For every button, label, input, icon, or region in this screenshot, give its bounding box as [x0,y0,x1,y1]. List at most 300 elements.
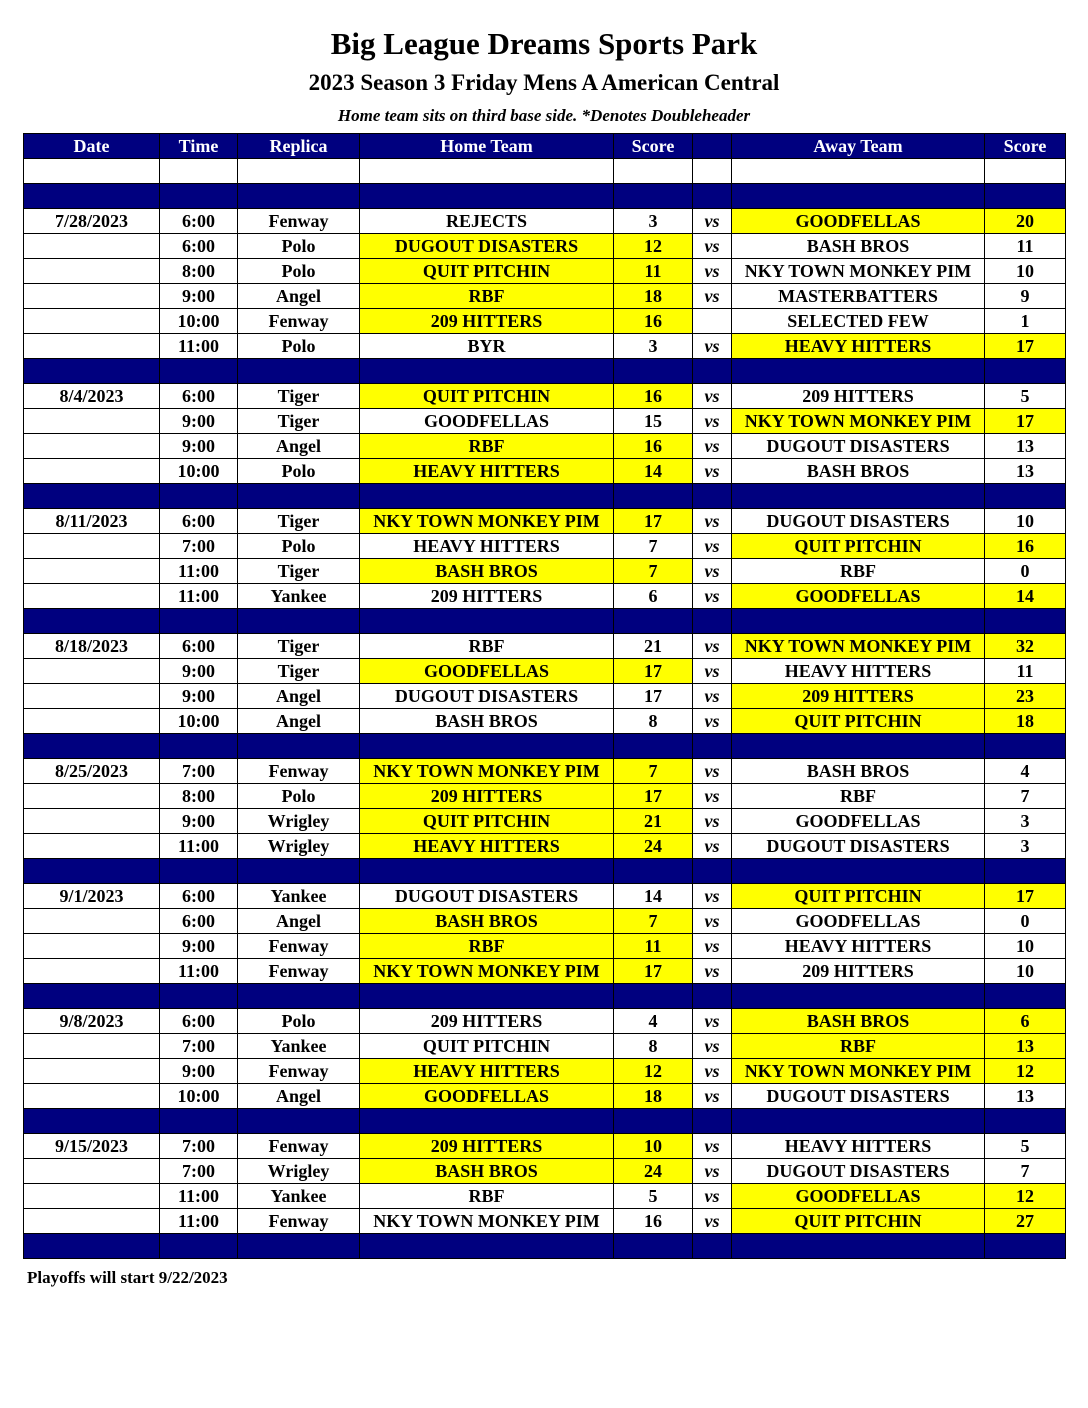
away-score: 0 [985,909,1066,934]
home-team: RBF [360,284,614,309]
home-team: RBF [360,434,614,459]
game-replica: Tiger [238,509,360,534]
vs-label: vs [693,709,732,734]
table-row [24,634,1066,659]
away-team: HEAVY HITTERS [732,659,985,684]
game-time: 11:00 [160,584,238,609]
vs-label: vs [693,659,732,684]
away-score: 10 [985,959,1066,984]
away-score: 1 [985,309,1066,334]
game-replica: Fenway [238,209,360,234]
away-team: GOODFELLAS [732,584,985,609]
col-header-away-team: Away Team [732,134,985,159]
home-team: RBF [360,1184,614,1209]
home-team: BASH BROS [360,1159,614,1184]
away-team: NKY TOWN MONKEY PIM [732,634,985,659]
game-time: 6:00 [160,634,238,659]
table-row [24,259,1066,284]
week-separator-row [24,609,1066,634]
home-score: 17 [614,659,693,684]
game-date [24,709,160,734]
game-date [24,909,160,934]
game-replica: Polo [238,234,360,259]
home-team: QUIT PITCHIN [360,259,614,284]
away-team: MASTERBATTERS [732,284,985,309]
game-date [24,834,160,859]
away-score: 10 [985,934,1066,959]
game-time: 8:00 [160,784,238,809]
away-score: 23 [985,684,1066,709]
vs-label: vs [693,834,732,859]
game-replica: Wrigley [238,834,360,859]
home-score: 6 [614,584,693,609]
game-time: 9:00 [160,659,238,684]
game-date [24,1184,160,1209]
home-team: NKY TOWN MONKEY PIM [360,1209,614,1234]
table-row [24,384,1066,409]
vs-label: vs [693,1184,732,1209]
game-date [24,259,160,284]
game-date: 8/25/2023 [24,759,160,784]
away-team: HEAVY HITTERS [732,934,985,959]
away-team: QUIT PITCHIN [732,709,985,734]
away-score: 27 [985,1209,1066,1234]
away-team: HEAVY HITTERS [732,1134,985,1159]
away-score: 0 [985,559,1066,584]
home-team: QUIT PITCHIN [360,1034,614,1059]
away-team: GOODFELLAS [732,809,985,834]
game-replica: Wrigley [238,1159,360,1184]
home-team: HEAVY HITTERS [360,834,614,859]
home-team: BASH BROS [360,909,614,934]
game-time: 11:00 [160,334,238,359]
away-team: BASH BROS [732,234,985,259]
home-team: NKY TOWN MONKEY PIM [360,959,614,984]
home-score: 18 [614,1084,693,1109]
table-row [24,234,1066,259]
col-header-home-team: Home Team [360,134,614,159]
home-team: GOODFELLAS [360,1084,614,1109]
home-score: 16 [614,434,693,459]
table-row [24,509,1066,534]
home-score: 11 [614,934,693,959]
game-date [24,1059,160,1084]
game-date [24,1209,160,1234]
game-replica: Polo [238,784,360,809]
game-date [24,234,160,259]
away-team: 209 HITTERS [732,684,985,709]
schedule-table [23,133,1066,1259]
home-team: REJECTS [360,209,614,234]
away-score: 13 [985,459,1066,484]
page-title: Big League Dreams Sports Park [330,26,758,61]
game-time: 8:00 [160,259,238,284]
away-score: 13 [985,1084,1066,1109]
table-header-row [24,134,1066,159]
game-date: 9/15/2023 [24,1134,160,1159]
home-score: 10 [614,1134,693,1159]
game-time: 7:00 [160,1159,238,1184]
game-date [24,559,160,584]
home-score: 12 [614,234,693,259]
home-team: DUGOUT DISASTERS [360,684,614,709]
game-time: 9:00 [160,284,238,309]
vs-label: vs [693,959,732,984]
home-score: 16 [614,1209,693,1234]
game-replica: Tiger [238,559,360,584]
vs-label: vs [693,934,732,959]
game-replica: Angel [238,909,360,934]
home-score: 3 [614,334,693,359]
home-score: 7 [614,559,693,584]
away-score: 17 [985,884,1066,909]
away-score: 7 [985,1159,1066,1184]
away-team: BASH BROS [732,759,985,784]
home-score: 12 [614,1059,693,1084]
vs-label: vs [693,384,732,409]
home-team: HEAVY HITTERS [360,459,614,484]
away-team: 209 HITTERS [732,384,985,409]
game-time: 11:00 [160,959,238,984]
game-replica: Fenway [238,934,360,959]
vs-label: vs [693,534,732,559]
home-team: RBF [360,634,614,659]
home-team: DUGOUT DISASTERS [360,884,614,909]
table-row [24,809,1066,834]
game-date [24,459,160,484]
vs-label: vs [693,584,732,609]
game-time: 6:00 [160,509,238,534]
away-score: 9 [985,284,1066,309]
home-team: QUIT PITCHIN [360,809,614,834]
vs-label: vs [693,1034,732,1059]
game-replica: Yankee [238,584,360,609]
game-date [24,684,160,709]
table-row [24,909,1066,934]
home-team: 209 HITTERS [360,1134,614,1159]
game-replica: Tiger [238,659,360,684]
vs-label: vs [693,1159,732,1184]
game-replica: Tiger [238,634,360,659]
vs-label: vs [693,1084,732,1109]
vs-label: vs [693,1009,732,1034]
vs-label: vs [693,409,732,434]
table-row [24,784,1066,809]
home-score: 17 [614,684,693,709]
away-score: 12 [985,1184,1066,1209]
home-score: 16 [614,384,693,409]
game-date [24,309,160,334]
table-row [24,1009,1066,1034]
away-score: 3 [985,809,1066,834]
table-row [24,534,1066,559]
vs-label: vs [693,909,732,934]
away-score: 16 [985,534,1066,559]
game-date: 7/28/2023 [24,209,160,234]
home-team: NKY TOWN MONKEY PIM [360,509,614,534]
table-row [24,434,1066,459]
col-header-replica: Replica [238,134,360,159]
week-separator-row [24,1109,1066,1134]
away-team: DUGOUT DISASTERS [732,834,985,859]
home-score: 21 [614,809,693,834]
away-score: 17 [985,334,1066,359]
away-score: 32 [985,634,1066,659]
home-team: HEAVY HITTERS [360,1059,614,1084]
col-header-away-score: Score [985,134,1066,159]
table-row [24,1159,1066,1184]
game-date [24,584,160,609]
game-date [24,1084,160,1109]
game-date [24,1034,160,1059]
vs-label: vs [693,559,732,584]
game-time: 6:00 [160,384,238,409]
game-date [24,1159,160,1184]
game-time: 11:00 [160,834,238,859]
game-replica: Angel [238,684,360,709]
table-row [24,1034,1066,1059]
game-replica: Yankee [238,1034,360,1059]
table-row [24,1084,1066,1109]
home-team: QUIT PITCHIN [360,384,614,409]
table-row [24,459,1066,484]
vs-label: vs [693,1209,732,1234]
away-team: QUIT PITCHIN [732,1209,985,1234]
vs-label: vs [693,209,732,234]
away-score: 18 [985,709,1066,734]
vs-label: vs [693,459,732,484]
game-replica: Yankee [238,1184,360,1209]
home-score: 7 [614,534,693,559]
vs-label: vs [693,284,732,309]
vs-label: vs [693,259,732,284]
away-team: RBF [732,1034,985,1059]
game-time: 9:00 [160,434,238,459]
table-row [24,684,1066,709]
table-row [24,659,1066,684]
table-row [24,584,1066,609]
home-team: GOODFELLAS [360,659,614,684]
home-team: 209 HITTERS [360,309,614,334]
playoffs-note: Playoffs will start 9/22/2023 [27,1268,228,1287]
home-score: 17 [614,959,693,984]
schedule-note: Home team sits on third base side. *Denotes Doubleheader [337,106,751,125]
week-separator-row [24,184,1066,209]
col-header-vs [693,134,732,159]
vs-label: vs [693,509,732,534]
table-row [24,334,1066,359]
away-team: NKY TOWN MONKEY PIM [732,1059,985,1084]
away-score: 17 [985,409,1066,434]
game-time: 10:00 [160,309,238,334]
home-score: 24 [614,1159,693,1184]
game-time: 6:00 [160,1009,238,1034]
table-row [24,409,1066,434]
away-score: 3 [985,834,1066,859]
game-replica: Wrigley [238,809,360,834]
away-team: GOODFELLAS [732,209,985,234]
game-time: 7:00 [160,1034,238,1059]
home-score: 15 [614,409,693,434]
week-separator-row [24,984,1066,1009]
home-team: 209 HITTERS [360,584,614,609]
table-row [24,284,1066,309]
table-row [24,759,1066,784]
game-replica: Fenway [238,759,360,784]
game-time: 6:00 [160,234,238,259]
game-date [24,934,160,959]
away-score: 4 [985,759,1066,784]
game-replica: Fenway [238,1059,360,1084]
col-header-home-score: Score [614,134,693,159]
blank-row [24,159,1066,184]
home-team: 209 HITTERS [360,784,614,809]
game-date [24,784,160,809]
home-team: BYR [360,334,614,359]
away-score: 10 [985,259,1066,284]
away-team: NKY TOWN MONKEY PIM [732,409,985,434]
schedule-body [24,159,1066,1259]
game-date [24,284,160,309]
week-separator-row [24,359,1066,384]
home-team: RBF [360,934,614,959]
away-score: 11 [985,234,1066,259]
game-replica: Yankee [238,884,360,909]
home-team: HEAVY HITTERS [360,534,614,559]
vs-label: vs [693,434,732,459]
game-time: 10:00 [160,1084,238,1109]
game-date: 8/11/2023 [24,509,160,534]
away-score: 13 [985,1034,1066,1059]
home-score: 3 [614,209,693,234]
away-team: QUIT PITCHIN [732,534,985,559]
game-date: 9/1/2023 [24,884,160,909]
home-score: 16 [614,309,693,334]
vs-label: vs [693,784,732,809]
home-team: BASH BROS [360,709,614,734]
table-row [24,1209,1066,1234]
game-date [24,334,160,359]
away-score: 12 [985,1059,1066,1084]
game-time: 9:00 [160,409,238,434]
home-team: NKY TOWN MONKEY PIM [360,759,614,784]
home-score: 18 [614,284,693,309]
vs-label: vs [693,809,732,834]
game-replica: Tiger [238,384,360,409]
away-team: DUGOUT DISASTERS [732,1159,985,1184]
week-separator-row [24,1234,1066,1259]
table-row [24,709,1066,734]
away-score: 20 [985,209,1066,234]
vs-label: vs [693,334,732,359]
home-team: DUGOUT DISASTERS [360,234,614,259]
game-time: 7:00 [160,1134,238,1159]
table-row [24,1059,1066,1084]
game-replica: Polo [238,259,360,284]
vs-label: vs [693,884,732,909]
vs-label [693,309,732,334]
away-score: 5 [985,1134,1066,1159]
away-team: DUGOUT DISASTERS [732,509,985,534]
game-replica: Fenway [238,1134,360,1159]
vs-label: vs [693,759,732,784]
home-score: 11 [614,259,693,284]
home-score: 5 [614,1184,693,1209]
away-team: QUIT PITCHIN [732,884,985,909]
game-time: 11:00 [160,1184,238,1209]
away-team: BASH BROS [732,459,985,484]
game-time: 6:00 [160,909,238,934]
away-score: 11 [985,659,1066,684]
game-time: 9:00 [160,1059,238,1084]
game-date: 8/18/2023 [24,634,160,659]
home-score: 24 [614,834,693,859]
game-time: 11:00 [160,1209,238,1234]
away-team: HEAVY HITTERS [732,334,985,359]
away-team: NKY TOWN MONKEY PIM [732,259,985,284]
game-time: 10:00 [160,709,238,734]
game-replica: Polo [238,534,360,559]
game-replica: Angel [238,434,360,459]
week-separator-row [24,859,1066,884]
away-score: 13 [985,434,1066,459]
table-row [24,209,1066,234]
away-team: RBF [732,784,985,809]
game-replica: Fenway [238,1209,360,1234]
game-time: 7:00 [160,759,238,784]
table-row [24,884,1066,909]
game-date [24,809,160,834]
away-team: GOODFELLAS [732,1184,985,1209]
game-date [24,534,160,559]
home-score: 21 [614,634,693,659]
home-score: 14 [614,459,693,484]
away-score: 5 [985,384,1066,409]
home-score: 8 [614,709,693,734]
vs-label: vs [693,1059,732,1084]
table-row [24,959,1066,984]
away-team: DUGOUT DISASTERS [732,1084,985,1109]
home-score: 7 [614,759,693,784]
game-date: 9/8/2023 [24,1009,160,1034]
home-team: GOODFELLAS [360,409,614,434]
game-date [24,659,160,684]
table-row [24,309,1066,334]
game-replica: Angel [238,1084,360,1109]
away-score: 6 [985,1009,1066,1034]
page-subtitle: 2023 Season 3 Friday Mens A American Central [308,70,780,95]
game-replica: Tiger [238,409,360,434]
away-team: GOODFELLAS [732,909,985,934]
game-time: 6:00 [160,884,238,909]
table-row [24,1184,1066,1209]
away-score: 14 [985,584,1066,609]
game-replica: Polo [238,334,360,359]
home-score: 4 [614,1009,693,1034]
vs-label: vs [693,1134,732,1159]
away-team: 209 HITTERS [732,959,985,984]
game-replica: Fenway [238,309,360,334]
game-date: 8/4/2023 [24,384,160,409]
away-team: BASH BROS [732,1009,985,1034]
game-time: 9:00 [160,809,238,834]
home-score: 7 [614,909,693,934]
game-date [24,959,160,984]
col-header-time: Time [160,134,238,159]
week-separator-row [24,484,1066,509]
home-team: 209 HITTERS [360,1009,614,1034]
game-date [24,409,160,434]
